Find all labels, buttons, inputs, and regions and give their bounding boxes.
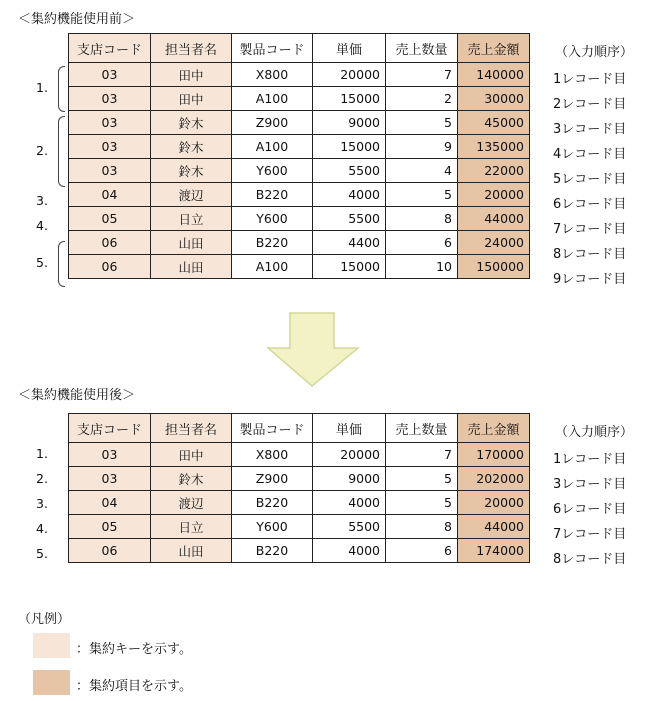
header-staff-name: 担当者名 (151, 414, 232, 443)
header-row (69, 414, 530, 443)
table-row (69, 491, 530, 515)
cell-quantity: 6 (386, 539, 458, 563)
cell-unit-price: 20000 (313, 63, 386, 87)
table-row (69, 255, 530, 279)
cell-amount: 20000 (458, 183, 530, 207)
cell-branch-code: 03 (69, 111, 151, 135)
cell-staff-name: 山田 (151, 231, 232, 255)
cell-amount: 20000 (458, 491, 530, 515)
cell-unit-price: 15000 (313, 255, 386, 279)
input-order-label: 6レコード目 (553, 197, 627, 212)
cell-product-code: Y600 (232, 207, 313, 231)
legend-key-swatch (33, 633, 70, 658)
table-row (69, 111, 530, 135)
cell-amount: 202000 (458, 467, 530, 491)
legend-title: （凡例） (18, 612, 71, 627)
group-label: 5. (36, 255, 48, 270)
cell-product-code: A100 (232, 255, 313, 279)
cell-unit-price: 9000 (313, 467, 386, 491)
cell-product-code: A100 (232, 87, 313, 111)
cell-amount: 24000 (458, 231, 530, 255)
cell-amount: 44000 (458, 515, 530, 539)
cell-product-code: B220 (232, 183, 313, 207)
table-row (69, 183, 530, 207)
cell-branch-code: 03 (69, 87, 151, 111)
cell-unit-price: 5500 (313, 159, 386, 183)
cell-staff-name: 田中 (151, 87, 232, 111)
cell-staff-name: 渡辺 (151, 183, 232, 207)
cell-quantity: 7 (386, 443, 458, 467)
cell-quantity: 9 (386, 135, 458, 159)
cell-unit-price: 15000 (313, 87, 386, 111)
cell-amount: 30000 (458, 87, 530, 111)
header-staff-name: 担当者名 (151, 34, 232, 63)
row-label: 4. (36, 521, 48, 536)
cell-product-code: B220 (232, 231, 313, 255)
header-product-code: 製品コード (232, 34, 313, 63)
cell-amount: 44000 (458, 207, 530, 231)
cell-unit-price: 4400 (313, 231, 386, 255)
table-row (69, 443, 530, 467)
input-order-label: 4レコード目 (553, 147, 627, 162)
table-row (69, 87, 530, 111)
cell-product-code: Y600 (232, 515, 313, 539)
after-title: ＜集約機能使用後＞ (18, 388, 136, 403)
table-row (69, 207, 530, 231)
row-label: 1. (36, 446, 48, 461)
cell-branch-code: 05 (69, 515, 151, 539)
header-branch-code: 支店コード (69, 34, 151, 63)
header-amount: 売上金額 (458, 34, 530, 63)
cell-amount: 150000 (458, 255, 530, 279)
table-row (69, 231, 530, 255)
cell-quantity: 8 (386, 207, 458, 231)
table-row (69, 159, 530, 183)
cell-quantity: 8 (386, 515, 458, 539)
cell-staff-name: 日立 (151, 207, 232, 231)
cell-branch-code: 03 (69, 135, 151, 159)
cell-branch-code: 06 (69, 231, 151, 255)
group-label: 3. (36, 192, 48, 208)
header-row (69, 34, 530, 63)
input-order-label: 2レコード目 (553, 97, 627, 112)
cell-branch-code: 03 (69, 467, 151, 491)
cell-branch-code: 04 (69, 183, 151, 207)
brace-icon (58, 241, 65, 287)
cell-quantity: 7 (386, 63, 458, 87)
cell-unit-price: 9000 (313, 111, 386, 135)
cell-staff-name: 日立 (151, 515, 232, 539)
row-label: 2. (36, 471, 48, 486)
cell-staff-name: 田中 (151, 443, 232, 467)
legend-item-label: ：集約項目を示す。 (76, 679, 192, 694)
cell-branch-code: 04 (69, 491, 151, 515)
cell-quantity: 4 (386, 159, 458, 183)
header-quantity: 売上数量 (386, 34, 458, 63)
header-product-code: 製品コード (232, 414, 313, 443)
cell-product-code: Z900 (232, 111, 313, 135)
header-branch-code: 支店コード (69, 414, 151, 443)
header-quantity: 売上数量 (386, 414, 458, 443)
cell-branch-code: 06 (69, 255, 151, 279)
cell-unit-price: 4000 (313, 539, 386, 563)
cell-product-code: Z900 (232, 467, 313, 491)
row-label: 5. (36, 546, 48, 561)
before-table (68, 33, 530, 279)
input-order-label: 3レコード目 (553, 477, 627, 492)
cell-quantity: 5 (386, 467, 458, 491)
input-order-label: 6レコード目 (553, 502, 627, 517)
legend-item-swatch (33, 670, 70, 695)
input-order-label: 1レコード目 (553, 452, 627, 467)
cell-amount: 135000 (458, 135, 530, 159)
row-label: 3. (36, 496, 48, 511)
table-row (69, 63, 530, 87)
cell-amount: 45000 (458, 111, 530, 135)
cell-staff-name: 田中 (151, 63, 232, 87)
input-order-label: 9レコード目 (553, 272, 627, 287)
cell-staff-name: 山田 (151, 539, 232, 563)
before-title: ＜集約機能使用前＞ (18, 12, 136, 27)
input-order-label: 3レコード目 (553, 122, 627, 137)
cell-product-code: B220 (232, 539, 313, 563)
group-label: 2. (36, 142, 48, 158)
cell-amount: 174000 (458, 539, 530, 563)
cell-quantity: 6 (386, 231, 458, 255)
cell-staff-name: 鈴木 (151, 111, 232, 135)
cell-quantity: 2 (386, 87, 458, 111)
cell-quantity: 5 (386, 183, 458, 207)
cell-amount: 140000 (458, 63, 530, 87)
cell-quantity: 5 (386, 111, 458, 135)
cell-unit-price: 5500 (313, 515, 386, 539)
cell-unit-price: 5500 (313, 207, 386, 231)
group-label: 1. (36, 80, 48, 95)
after-table (68, 413, 530, 563)
header-amount: 売上金額 (458, 414, 530, 443)
cell-branch-code: 05 (69, 207, 151, 231)
cell-staff-name: 鈴木 (151, 159, 232, 183)
input-order-label: 5レコード目 (553, 172, 627, 187)
header-unit-price: 単価 (313, 34, 386, 63)
cell-unit-price: 20000 (313, 443, 386, 467)
table-row (69, 135, 530, 159)
cell-quantity: 5 (386, 491, 458, 515)
cell-unit-price: 15000 (313, 135, 386, 159)
cell-product-code: Y600 (232, 159, 313, 183)
cell-staff-name: 鈴木 (151, 467, 232, 491)
order-header: （入力順序） (555, 45, 634, 60)
header-unit-price: 単価 (313, 414, 386, 443)
brace-icon (58, 66, 65, 112)
cell-branch-code: 06 (69, 539, 151, 563)
table-row (69, 467, 530, 491)
input-order-label: 8レコード目 (553, 552, 627, 567)
cell-amount: 170000 (458, 443, 530, 467)
cell-branch-code: 03 (69, 159, 151, 183)
cell-product-code: A100 (232, 135, 313, 159)
cell-staff-name: 鈴木 (151, 135, 232, 159)
table-row (69, 515, 530, 539)
cell-unit-price: 4000 (313, 183, 386, 207)
legend-key-label: ：集約キーを示す。 (76, 642, 192, 657)
input-order-label: 8レコード目 (553, 247, 627, 262)
cell-branch-code: 03 (69, 443, 151, 467)
input-order-label: 7レコード目 (553, 222, 627, 237)
cell-product-code: X800 (232, 443, 313, 467)
group-label: 4. (36, 217, 48, 233)
input-order-label: 7レコード目 (553, 527, 627, 542)
brace-icon (58, 116, 65, 187)
down-arrow-icon (266, 312, 360, 388)
cell-staff-name: 山田 (151, 255, 232, 279)
cell-quantity: 10 (386, 255, 458, 279)
cell-unit-price: 4000 (313, 491, 386, 515)
cell-staff-name: 渡辺 (151, 491, 232, 515)
order-header: （入力順序） (555, 425, 634, 440)
table-row (69, 539, 530, 563)
cell-product-code: B220 (232, 491, 313, 515)
cell-amount: 22000 (458, 159, 530, 183)
cell-product-code: X800 (232, 63, 313, 87)
input-order-label: 1レコード目 (553, 72, 627, 87)
cell-branch-code: 03 (69, 63, 151, 87)
